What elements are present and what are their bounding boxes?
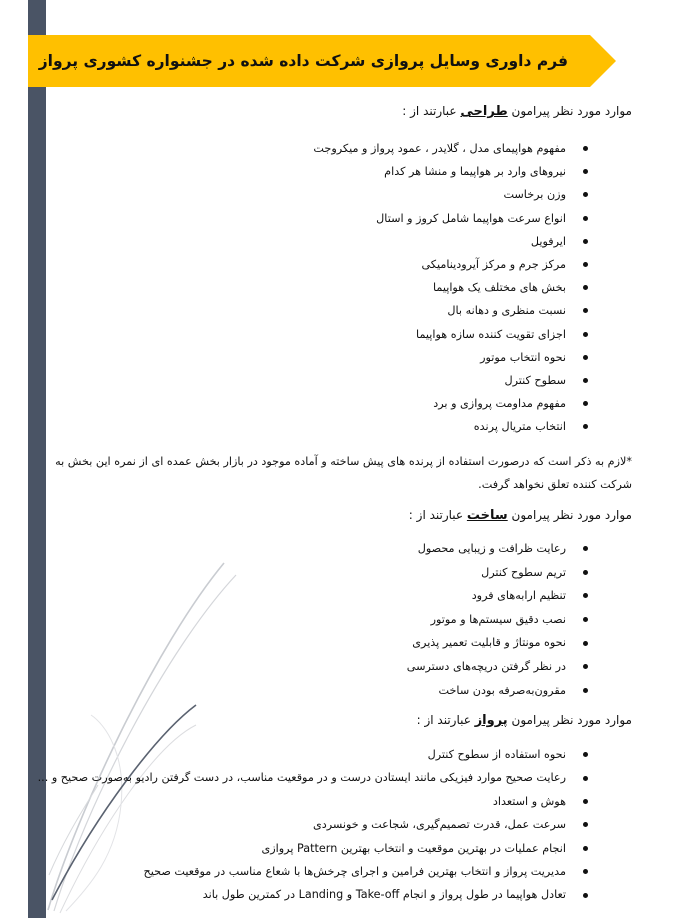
list-item: بخش های مختلف یک هواپیما xyxy=(313,276,588,299)
note-line-2: شرکت کننده تعلق نخواهد گرفت. xyxy=(478,478,632,491)
list-item: نسبت منظری و دهانه بال xyxy=(313,299,588,322)
list-item: تعادل هواپیما در طول پرواز و انجام Take-off و Landing در کمترین طول باند xyxy=(38,883,588,906)
design-section-heading xyxy=(402,104,632,119)
list-item: انتخاب متریال پرنده xyxy=(313,415,588,438)
list-item: نصب دقیق سیستم‌ها و موتور xyxy=(407,608,588,632)
build-heading-prefix: موارد مورد نظر پیرامون xyxy=(507,508,632,522)
prefab-note xyxy=(55,450,632,496)
list-item: مرکز جرم و مرکز آیرودینامیکی xyxy=(313,253,588,276)
list-item: رعایت صحیح موارد فیزیکی مانند ایستادن درست و در موقعیت مناسب، در دست گرفتن رادیو به‌صورت صحیح و ... xyxy=(38,766,588,789)
list-item: انواع سرعت هواپیما شامل کروز و استال xyxy=(313,207,588,230)
list-item: هوش و استعداد xyxy=(38,790,588,813)
title-banner xyxy=(28,35,616,87)
list-item: سرعت عمل، قدرت تصمیم‌گیری، شجاعت و خونسردی xyxy=(38,813,588,836)
build-heading-suffix: عبارتند از : xyxy=(408,508,467,522)
build-criteria-list xyxy=(407,537,588,702)
build-heading-keyword: ساخت xyxy=(466,508,508,523)
page-title: فرم داوری وسایل پروازی شرکت داده شده در جشنواره کشوری پرواز xyxy=(38,52,568,70)
flight-heading-keyword: پرواز xyxy=(474,713,508,728)
design-heading-prefix: موارد مورد نظر پیرامون xyxy=(507,104,632,118)
list-item: رعایت ظرافت و زیبایی محصول xyxy=(407,537,588,561)
list-item: نیروهای وارد بر هواپیما و منشا هر کدام xyxy=(313,160,588,183)
flight-heading-suffix: عبارتند از : xyxy=(416,713,475,727)
list-item: اجزای تقویت کننده سازه هواپیما xyxy=(313,323,588,346)
design-heading-suffix: عبارتند از : xyxy=(402,104,461,118)
design-heading-keyword: طراحی xyxy=(460,104,508,119)
list-item: مفهوم مداومت پروازی و برد xyxy=(313,392,588,415)
flight-heading-prefix: موارد مورد نظر پیرامون xyxy=(507,713,632,727)
list-item: تریم سطوح کنترل xyxy=(407,561,588,585)
list-item: در نظر گرفتن دریچه‌های دسترسی xyxy=(407,655,588,679)
list-item: سطوح کنترل xyxy=(313,369,588,392)
flight-criteria-list xyxy=(38,743,588,907)
list-item: مقرون‌به‌صرفه بودن ساخت xyxy=(407,679,588,703)
list-item: ایرفویل xyxy=(313,230,588,253)
note-line-1: *لازم به ذکر است که درصورت استفاده از پرنده های پیش ساخته و آماده موجود در بازار بخش عمده ای از نمره این بخش به xyxy=(55,455,632,468)
design-criteria-list xyxy=(313,137,588,438)
list-item: تنظیم ارابه‌های فرود xyxy=(407,584,588,608)
list-item: نحوه استفاده از سطوح کنترل xyxy=(38,743,588,766)
flight-section-heading xyxy=(417,713,632,728)
list-item: وزن برخاست xyxy=(313,183,588,206)
list-item: انجام عملیات در بهترین موقعیت و انتخاب بهترین Pattern پروازی xyxy=(38,837,588,860)
list-item: مفهوم هواپیمای مدل ، گلایدر ، عمود پرواز و میکروجت xyxy=(313,137,588,160)
build-section-heading xyxy=(409,508,632,523)
list-item: نحوه انتخاب موتور xyxy=(313,346,588,369)
list-item: مدیریت پرواز و انتخاب بهترین فرامین و اجرای چرخش‌ها با شعاع مناسب در موقعیت صحیح xyxy=(38,860,588,883)
list-item: نحوه مونتاژ و قابلیت تعمیر پذیری xyxy=(407,631,588,655)
